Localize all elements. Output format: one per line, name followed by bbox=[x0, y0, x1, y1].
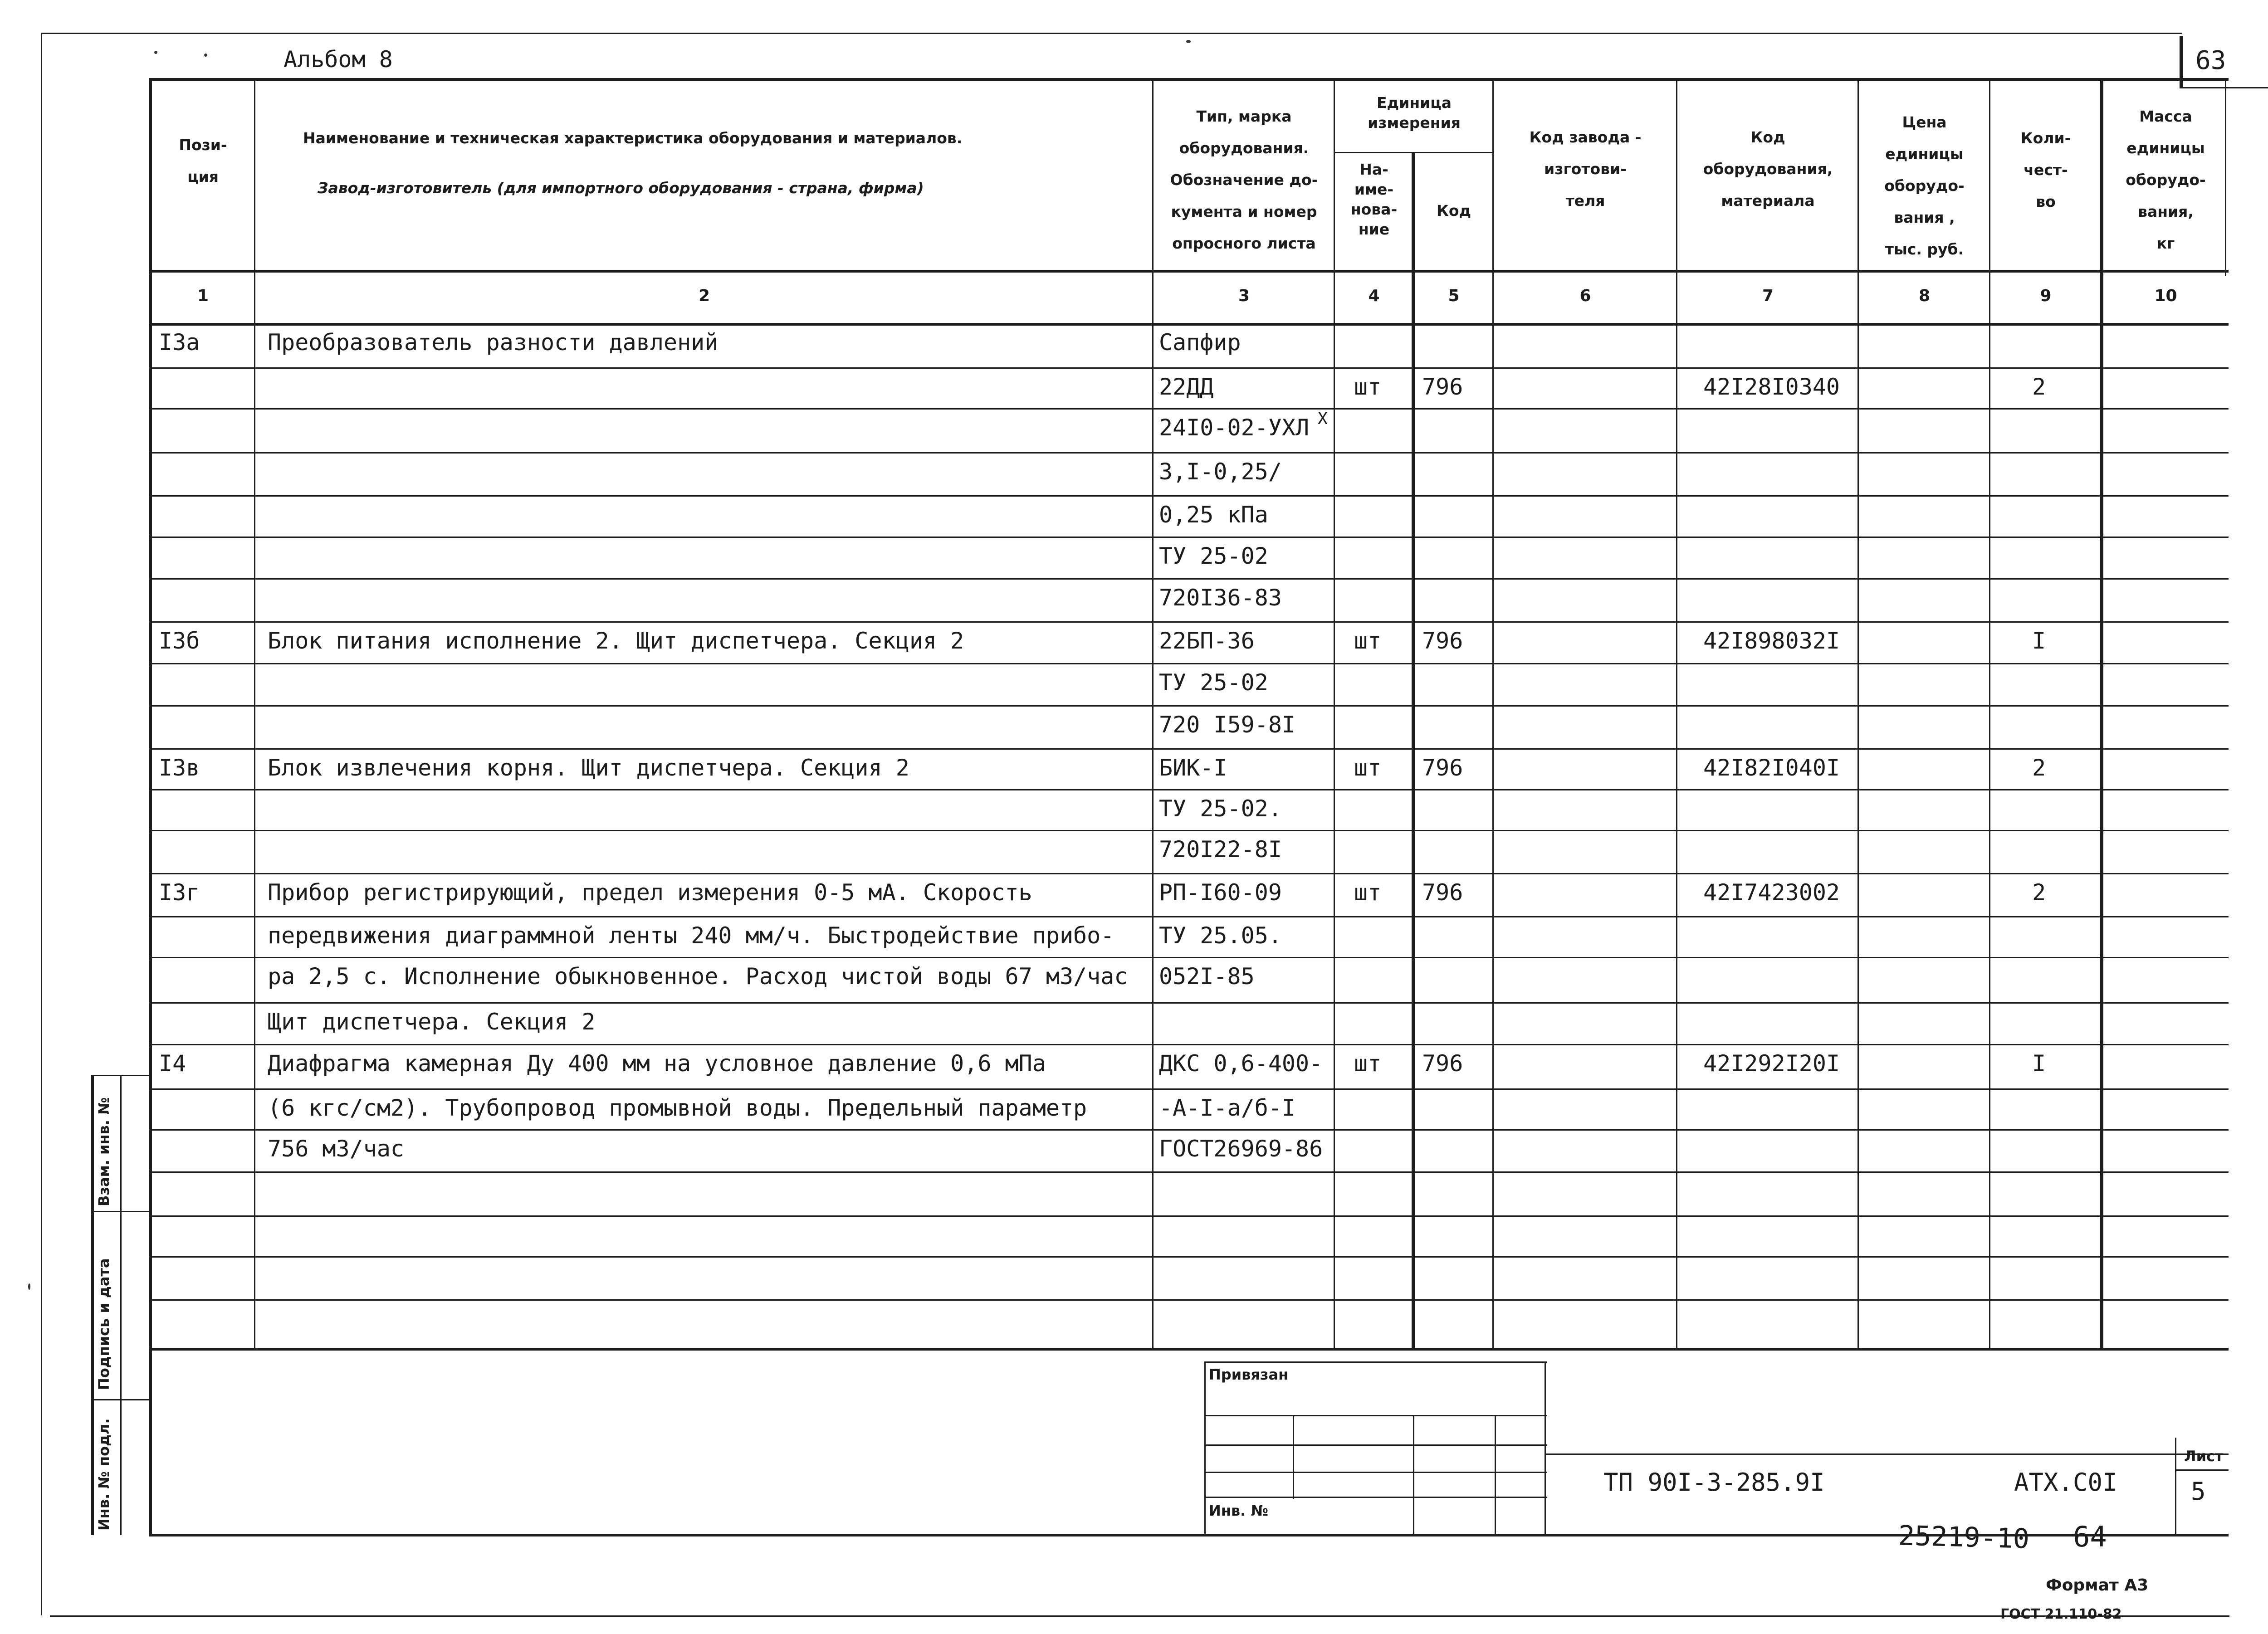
col-number-1: 1 bbox=[197, 287, 209, 305]
cell-type: 720I22-8I bbox=[1159, 836, 1282, 863]
col-number-8: 8 bbox=[1918, 287, 1931, 305]
stamp-line-3 bbox=[91, 1399, 150, 1400]
col-sep-4 bbox=[1412, 153, 1415, 1351]
sheet-label: Лист bbox=[2184, 1448, 2224, 1465]
row-line bbox=[149, 1002, 2229, 1004]
cell-quantity: I bbox=[2032, 628, 2046, 654]
cell-name: (6 кгс/см2). Трубопровод промывной воды. Предельный параметр bbox=[268, 1095, 1087, 1121]
scan-speck bbox=[1186, 40, 1191, 43]
code-block-top bbox=[1545, 1454, 2229, 1455]
cell-unit-code: 796 bbox=[1422, 879, 1463, 906]
cell-name: Преобразователь разности давлений bbox=[268, 329, 719, 356]
stamp-inv-podl: Инв. № подл. bbox=[95, 1418, 112, 1531]
row-line bbox=[149, 1171, 2229, 1173]
cell-unit: шт bbox=[1354, 755, 1382, 781]
row-line bbox=[149, 452, 2229, 454]
row-line bbox=[149, 621, 2229, 623]
cell-type: ТУ 25-02 bbox=[1159, 669, 1268, 696]
col-number-6: 6 bbox=[1579, 287, 1591, 305]
col-number-5: 5 bbox=[1448, 287, 1460, 305]
col-number-7: 7 bbox=[1762, 287, 1774, 305]
stamp-mid-border bbox=[120, 1075, 122, 1535]
numbers-bottom-line bbox=[149, 323, 2229, 326]
row-line bbox=[149, 705, 2229, 707]
cell-name: Блок питания исполнение 2. Щит диспетчера. Секция 2 bbox=[268, 628, 964, 654]
cell-type: ДКС 0,6-400- bbox=[1159, 1050, 1323, 1077]
sheet-number: 5 bbox=[2191, 1477, 2206, 1506]
cell-type: 3,I-0,25/ bbox=[1159, 458, 1282, 485]
sheet-box-divider bbox=[2175, 1469, 2229, 1471]
cell-name: ра 2,5 с. Исполнение обыкновенное. Расход чистой воды 67 м3/час bbox=[268, 963, 1128, 990]
cell-equipment-code: 42I82I040I bbox=[1703, 755, 1840, 781]
cell-type: РП-I60-09 bbox=[1159, 879, 1282, 906]
document-code: ТП 90I-3-285.9I bbox=[1603, 1468, 1825, 1497]
album-label: Альбом 8 bbox=[284, 46, 393, 73]
col-sep-7 bbox=[1857, 81, 1859, 1348]
cell-unit-code: 796 bbox=[1422, 1050, 1463, 1077]
cell-unit: шт bbox=[1354, 1050, 1382, 1077]
col-sep-8 bbox=[1989, 81, 1990, 1348]
privyazan-right bbox=[1545, 1361, 1546, 1534]
cell-type: 052I-85 bbox=[1159, 963, 1255, 990]
cell-position: I4 bbox=[159, 1050, 186, 1077]
table-bottom-line bbox=[149, 1348, 2229, 1351]
cell-type: ГОСТ26969-86 bbox=[1159, 1136, 1323, 1162]
col-number-4: 4 bbox=[1368, 287, 1380, 305]
stamp-vzam-inv: Взам. инв. № bbox=[95, 1097, 112, 1206]
row-line bbox=[149, 495, 2229, 497]
cell-equipment-code: 42I898032I bbox=[1703, 628, 1840, 654]
cell-position: I3г bbox=[159, 879, 200, 906]
gost-label: ГОСТ 21.110-82 bbox=[2000, 1606, 2122, 1622]
cell-type: ТУ 25-02. bbox=[1159, 795, 1282, 822]
scan-speck bbox=[204, 54, 207, 57]
row-line bbox=[149, 1044, 2229, 1045]
cell-name: Щит диспетчера. Секция 2 bbox=[268, 1009, 596, 1035]
cell-quantity: I bbox=[2032, 1050, 2046, 1077]
header-price: Цена единицы оборудо- вания , тыс. руб. bbox=[1884, 113, 1965, 258]
document-mark: АТХ.С0I bbox=[2014, 1468, 2117, 1497]
header-equipment-code: Код оборудования, материала bbox=[1703, 128, 1833, 210]
row-line bbox=[149, 1256, 2229, 1258]
privyazan-sep-3 bbox=[1495, 1415, 1496, 1535]
col-number-2: 2 bbox=[698, 287, 710, 305]
cell-equipment-code: 42I292I20I bbox=[1703, 1050, 1840, 1077]
cell-type: 22БП-36 bbox=[1159, 628, 1255, 654]
scan-speck bbox=[28, 1283, 30, 1290]
table-top-border bbox=[149, 78, 2229, 81]
col-number-10: 10 bbox=[2154, 287, 2177, 305]
cell-type: -А-I-а/б-I bbox=[1159, 1095, 1296, 1121]
cell-unit: шт bbox=[1354, 374, 1382, 400]
row-line bbox=[149, 578, 2229, 580]
privyazan-left bbox=[1204, 1361, 1206, 1534]
cell-type: ТУ 25-02 bbox=[1159, 543, 1268, 569]
row-line bbox=[149, 1129, 2229, 1131]
cell-type: Сапфир bbox=[1159, 329, 1241, 356]
row-line bbox=[149, 916, 2229, 917]
cell-position: I3в bbox=[159, 755, 200, 781]
row-line bbox=[149, 367, 2229, 369]
row-line bbox=[149, 408, 2229, 410]
inv-no-label: Инв. № bbox=[1209, 1502, 1268, 1519]
cell-name: 756 м3/час bbox=[268, 1136, 405, 1162]
cell-name: передвижения диаграммной ленты 240 мм/ч. Быстродействие прибо- bbox=[268, 922, 1114, 949]
privyazan-sep-2 bbox=[1413, 1415, 1414, 1535]
header-bottom-line bbox=[149, 270, 2229, 273]
cell-type: ТУ 25.05. bbox=[1159, 922, 1282, 949]
privyazan-top bbox=[1204, 1361, 1547, 1363]
cell-unit: шт bbox=[1354, 879, 1382, 906]
cell-quantity: 2 bbox=[2032, 879, 2046, 906]
corner-box-bottom bbox=[2180, 87, 2268, 88]
cell-type: 24I0-02-УХЛ bbox=[1159, 415, 1310, 441]
outer-frame-bottom bbox=[50, 1615, 2229, 1617]
col-number-9: 9 bbox=[2040, 287, 2052, 305]
row-line bbox=[149, 748, 2229, 750]
col-sep-5 bbox=[1492, 81, 1494, 1348]
cell-position: I3б bbox=[159, 628, 200, 654]
cell-type: 0,25 кПа bbox=[1159, 502, 1268, 528]
cell-name: Диафрагма камерная Ду 400 мм на условное давление 0,6 мПа bbox=[268, 1050, 1046, 1077]
row-line bbox=[149, 873, 2229, 874]
header-name-line1: Наименование и техническая характеристика оборудования и материалов. bbox=[303, 129, 963, 147]
sheet-box-left bbox=[2175, 1438, 2176, 1535]
format-label: Формат А3 bbox=[2046, 1576, 2149, 1595]
cell-quantity: 2 bbox=[2032, 755, 2046, 781]
stamp-left-border bbox=[91, 1075, 94, 1535]
cell-type: 720I36-83 bbox=[1159, 585, 1282, 611]
col-sep-6 bbox=[1676, 81, 1677, 1348]
header-unit-code: Код bbox=[1436, 202, 1471, 219]
col-sep-3 bbox=[1334, 81, 1335, 1348]
header-factory-code: Код завода - изготови- теля bbox=[1529, 128, 1642, 210]
header-unit-name: На- име- нова- ние bbox=[1350, 161, 1398, 238]
row-line bbox=[149, 1088, 2229, 1090]
cell-type: БИК-I bbox=[1159, 755, 1227, 781]
header-quantity: Коли- чест- во bbox=[2020, 129, 2071, 210]
scan-speck bbox=[154, 51, 157, 54]
cell-unit-code: 796 bbox=[1422, 628, 1463, 654]
table-left-border bbox=[149, 78, 152, 1536]
corner-page-number: 63 bbox=[2195, 46, 2226, 75]
cell-name: Прибор регистрирующий, предел измерения 0-5 мА. Скорость bbox=[268, 879, 1032, 906]
header-mass: Масса единицы оборудо- вания, кг bbox=[2126, 107, 2206, 252]
header-unit-group: Единица измерения bbox=[1368, 94, 1461, 132]
row-line bbox=[149, 1215, 2229, 1217]
cell-position: I3а bbox=[159, 329, 200, 356]
privyazan-sep-1 bbox=[1293, 1415, 1294, 1499]
outer-frame-top bbox=[41, 33, 2182, 34]
row-line bbox=[149, 1299, 2229, 1301]
col-sep-9 bbox=[2100, 81, 2103, 1351]
col-sep-2 bbox=[1152, 81, 1154, 1348]
row-line bbox=[149, 957, 2229, 958]
stamp-podpis-data: Подпись и дата bbox=[95, 1258, 112, 1390]
row-line bbox=[149, 663, 2229, 664]
header-position: Пози- ция bbox=[179, 136, 227, 185]
cell-unit-code: 796 bbox=[1422, 374, 1463, 400]
col-sep-1 bbox=[254, 81, 255, 1348]
cell-unit: шт bbox=[1354, 628, 1382, 654]
cell-unit-code: 796 bbox=[1422, 755, 1463, 781]
cell-equipment-code: 42I28I0340 bbox=[1703, 374, 1840, 400]
archive-number: 25219-10 bbox=[1898, 1520, 2030, 1555]
row-line bbox=[149, 830, 2229, 831]
outer-frame-left bbox=[41, 33, 42, 1615]
cell-quantity: 2 bbox=[2032, 374, 2046, 400]
header-type: Тип, марка оборудования. Обозначение до- кумента и номер опросного листа bbox=[1170, 107, 1318, 252]
row-line bbox=[149, 537, 2229, 538]
col-number-3: 3 bbox=[1238, 287, 1250, 305]
row-line bbox=[149, 789, 2229, 790]
cell-equipment-code: 42I7423002 bbox=[1703, 879, 1840, 906]
cell-type: 22ДД bbox=[1159, 374, 1214, 400]
cell-name: Блок извлечения корня. Щит диспетчера. Секция 2 bbox=[268, 755, 909, 781]
archive-page: 64 bbox=[2073, 1520, 2107, 1553]
privyazan-label: Привязан bbox=[1209, 1366, 1289, 1383]
unit-group-divider bbox=[1334, 152, 1493, 153]
cell-type: 720 I59-8I bbox=[1159, 712, 1296, 738]
stamp-line-2 bbox=[91, 1211, 150, 1212]
stamp-line-1 bbox=[91, 1075, 150, 1076]
cell-type-superscript: X bbox=[1318, 410, 1328, 428]
header-name-line2: Завод-изготовитель (для импортного оборудования - страна, фирма) bbox=[318, 179, 924, 197]
